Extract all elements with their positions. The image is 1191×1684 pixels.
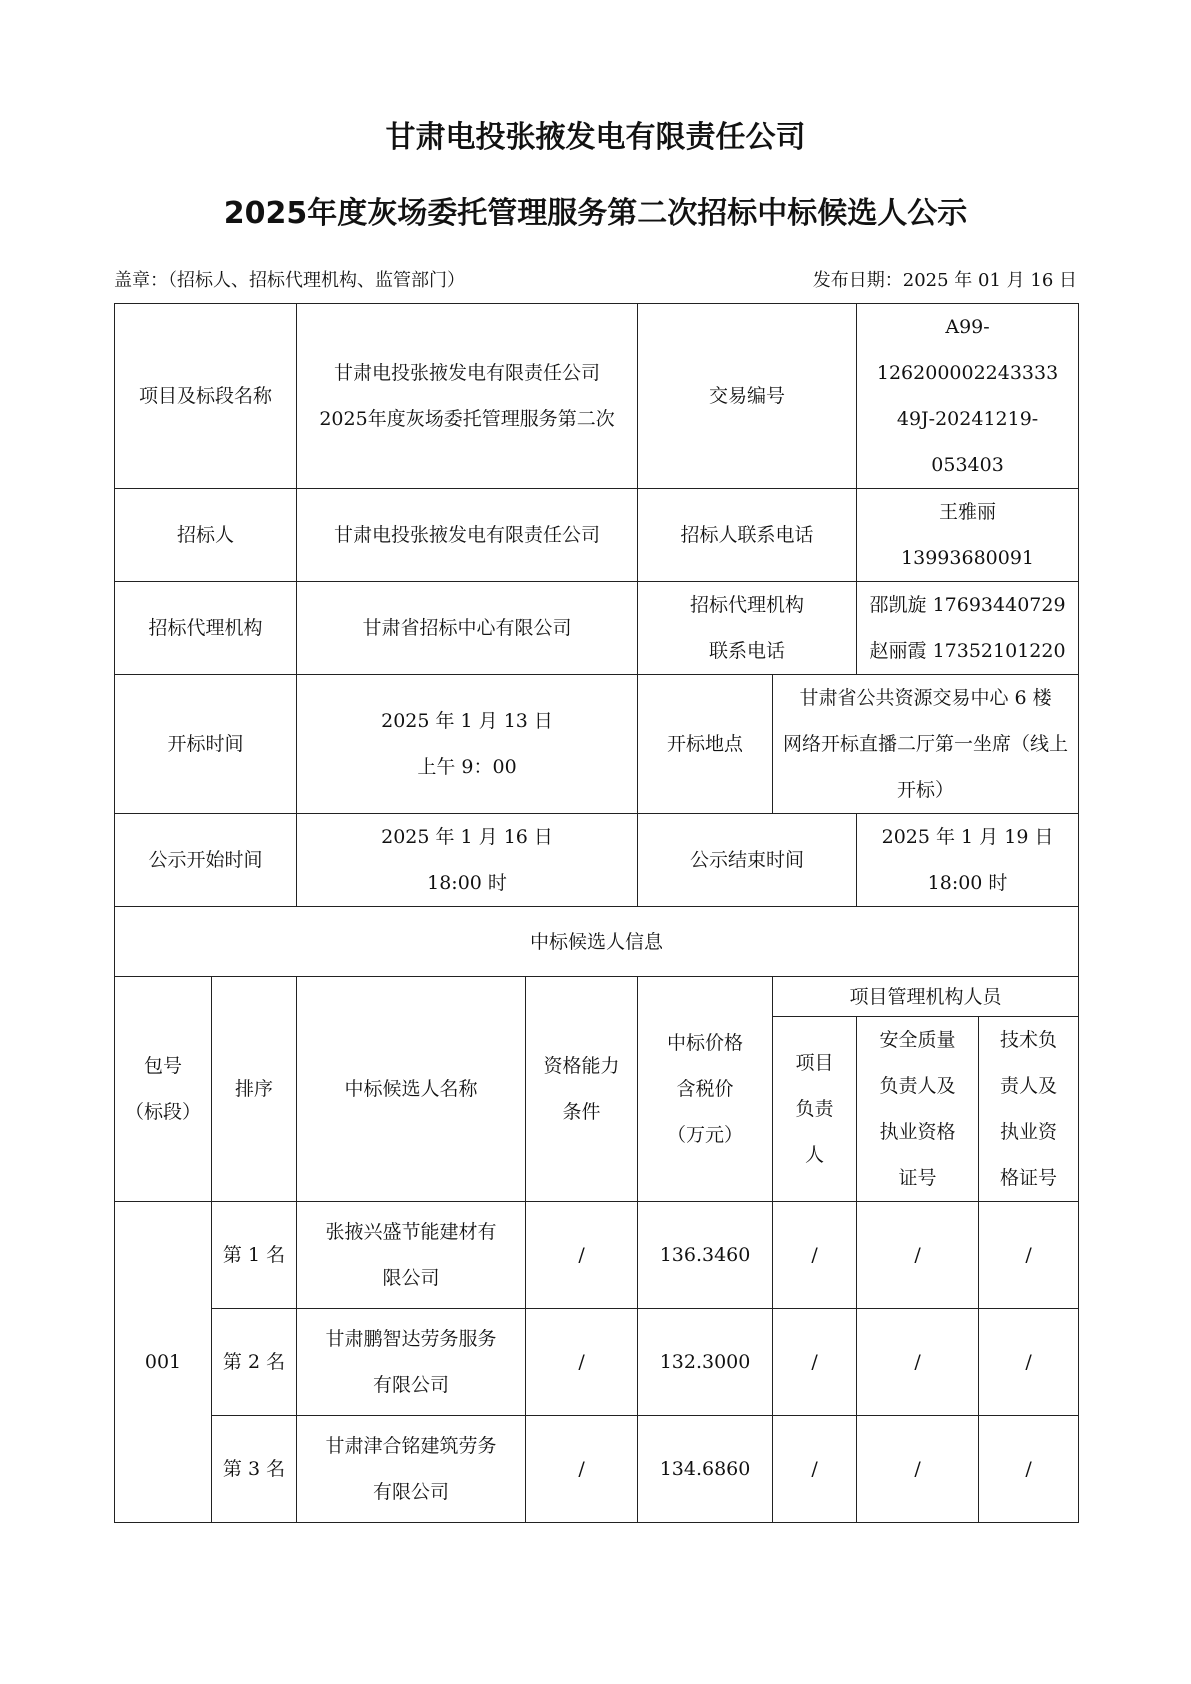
header-package-line: 包号 <box>143 1055 182 1077</box>
header-safety-lead-line: 执业资格 <box>879 1121 956 1143</box>
candidate-name <box>297 1202 526 1309</box>
open-time-label: 开标时间 <box>115 675 297 814</box>
header-name: 中标候选人名称 <box>297 977 526 1202</box>
project-name-label: 项目及标段名称 <box>115 304 297 489</box>
notice-end-value <box>857 814 1079 907</box>
header-tech-lead-line: 技术负 <box>1000 1029 1058 1051</box>
open-place-value <box>773 675 1079 814</box>
trade-no-label: 交易编号 <box>638 304 857 489</box>
row-notice-period <box>115 814 1079 907</box>
open-hour: 上午 9：00 <box>417 756 517 778</box>
tenderer-contact-name: 王雅丽 <box>939 501 997 523</box>
agency-contact: 赵丽霞 17352101220 <box>869 640 1066 662</box>
header-project-lead-line: 人 <box>805 1144 825 1166</box>
candidate-name <box>297 1416 526 1523</box>
project-name-value <box>297 304 638 489</box>
header-project-lead-line: 项目 <box>795 1052 834 1074</box>
candidate-project-lead: / <box>773 1416 857 1523</box>
candidate-price: 134.6860 <box>638 1416 773 1523</box>
candidate-name-line: 甘肃津合铭建筑劳务 <box>325 1435 497 1457</box>
project-name-line: 2025年度灰场委托管理服务第二次 <box>319 408 615 430</box>
candidate-name-line: 有限公司 <box>373 1374 450 1396</box>
tenderer-value: 甘肃电投张掖发电有限责任公司 <box>297 489 638 582</box>
notice-start-hour: 18:00 时 <box>427 872 507 894</box>
candidate-name-line: 甘肃鹏智达劳务服务 <box>325 1328 497 1350</box>
row-agency <box>115 582 1079 675</box>
header-price-line: （万元） <box>667 1124 744 1146</box>
row-tenderer <box>115 489 1079 582</box>
header-project-lead <box>773 1017 857 1202</box>
notice-start-value <box>297 814 638 907</box>
candidate-price: 136.3460 <box>638 1202 773 1309</box>
header-package-line: （标段） <box>124 1101 201 1123</box>
candidates-section-title: 中标候选人信息 <box>115 907 1079 977</box>
agency-phone-value <box>857 582 1079 675</box>
tenderer-phone-label: 招标人联系电话 <box>638 489 857 582</box>
open-place-label: 开标地点 <box>638 675 773 814</box>
candidate-name-line: 限公司 <box>382 1267 440 1289</box>
document-subtitle: 2025年度灰场委托管理服务第二次招标中标候选人公示 <box>223 196 968 231</box>
candidate-name <box>297 1309 526 1416</box>
trade-no-line: A99-126200002243333 <box>876 316 1059 384</box>
candidate-price: 132.3000 <box>638 1309 773 1416</box>
candidate-tech-lead: / <box>979 1202 1079 1309</box>
agency-contact: 邵凯旋 17693440729 <box>869 594 1066 616</box>
publish-date: 发布日期：2025 年 01 月 16 日 <box>812 270 1077 291</box>
candidate-qualification: / <box>526 1416 638 1523</box>
notice-end-label: 公示结束时间 <box>638 814 857 907</box>
candidate-safety-lead: / <box>857 1309 979 1416</box>
header-safety-lead-line: 安全质量 <box>879 1029 956 1051</box>
trade-no-value <box>857 304 1079 489</box>
header-rank: 排序 <box>212 977 297 1202</box>
candidate-project-lead: / <box>773 1309 857 1416</box>
table-row <box>115 1416 1079 1523</box>
agency-label: 招标代理机构 <box>115 582 297 675</box>
candidate-tech-lead: / <box>979 1309 1079 1416</box>
row-project <box>115 304 1079 489</box>
document-title: 甘肃电投张掖发电有限责任公司 <box>385 120 806 155</box>
open-time-value <box>297 675 638 814</box>
notice-start-label: 公示开始时间 <box>115 814 297 907</box>
candidate-safety-lead: / <box>857 1202 979 1309</box>
candidate-project-lead: / <box>773 1202 857 1309</box>
header-qualification-line: 资格能力 <box>543 1055 620 1077</box>
package-number: 001 <box>115 1202 212 1523</box>
candidate-rank: 第 1 名 <box>212 1202 297 1309</box>
table-row <box>115 1309 1079 1416</box>
candidate-rank: 第 3 名 <box>212 1416 297 1523</box>
stamp-label: 盖章：（招标人、招标代理机构、监管部门） <box>114 270 465 291</box>
tenderer-contact-phone: 13993680091 <box>901 547 1035 569</box>
candidate-tech-lead: / <box>979 1416 1079 1523</box>
candidate-name-line: 张掖兴盛节能建材有 <box>325 1221 497 1243</box>
notice-end-date: 2025 年 1 月 19 日 <box>881 826 1054 848</box>
header-tech-lead-line: 责人及 <box>1000 1075 1058 1097</box>
header-safety-lead-line: 负责人及 <box>879 1075 956 1097</box>
header-qualification <box>526 977 638 1202</box>
project-name-line: 甘肃电投张掖发电有限责任公司 <box>334 362 601 384</box>
open-date: 2025 年 1 月 13 日 <box>381 710 553 732</box>
announcement-table <box>114 303 1079 1523</box>
candidate-rank: 第 2 名 <box>212 1309 297 1416</box>
tenderer-label: 招标人 <box>115 489 297 582</box>
header-qualification-line: 条件 <box>562 1101 601 1123</box>
candidate-name-line: 有限公司 <box>373 1481 450 1503</box>
table-row <box>115 1202 1079 1309</box>
row-opening <box>115 675 1079 814</box>
agency-phone-label <box>638 582 857 675</box>
header-package <box>115 977 212 1202</box>
row-section-title <box>115 907 1079 977</box>
agency-value: 甘肃省招标中心有限公司 <box>297 582 638 675</box>
header-tech-lead-line: 执业资 <box>1000 1121 1058 1143</box>
trade-no-line: 49J-20241219-053403 <box>896 408 1039 476</box>
header-tech-lead <box>979 1017 1079 1202</box>
header-mgmt-group: 项目管理机构人员 <box>773 977 1079 1017</box>
agency-phone-label-line: 招标代理机构 <box>690 594 805 616</box>
candidate-qualification: / <box>526 1202 638 1309</box>
open-place-line: 甘肃省公共资源交易中心 6 楼 <box>799 687 1052 709</box>
notice-start-date: 2025 年 1 月 16 日 <box>381 826 553 848</box>
header-safety-lead <box>857 1017 979 1202</box>
header-price-line: 含税价 <box>676 1078 734 1100</box>
header-project-lead-line: 负责 <box>795 1098 834 1120</box>
header-price <box>638 977 773 1202</box>
tenderer-phone-value <box>857 489 1079 582</box>
candidate-safety-lead: / <box>857 1416 979 1523</box>
notice-end-hour: 18:00 时 <box>927 872 1008 894</box>
row-header-top <box>115 977 1079 1017</box>
open-place-line: 网络开标直播二厅第一坐席（线上开标） <box>783 733 1069 801</box>
header-safety-lead-line: 证号 <box>898 1167 937 1189</box>
candidate-qualification: / <box>526 1309 638 1416</box>
header-tech-lead-line: 格证号 <box>1000 1167 1058 1189</box>
header-price-line: 中标价格 <box>667 1032 744 1054</box>
agency-phone-label-line: 联系电话 <box>709 640 786 662</box>
